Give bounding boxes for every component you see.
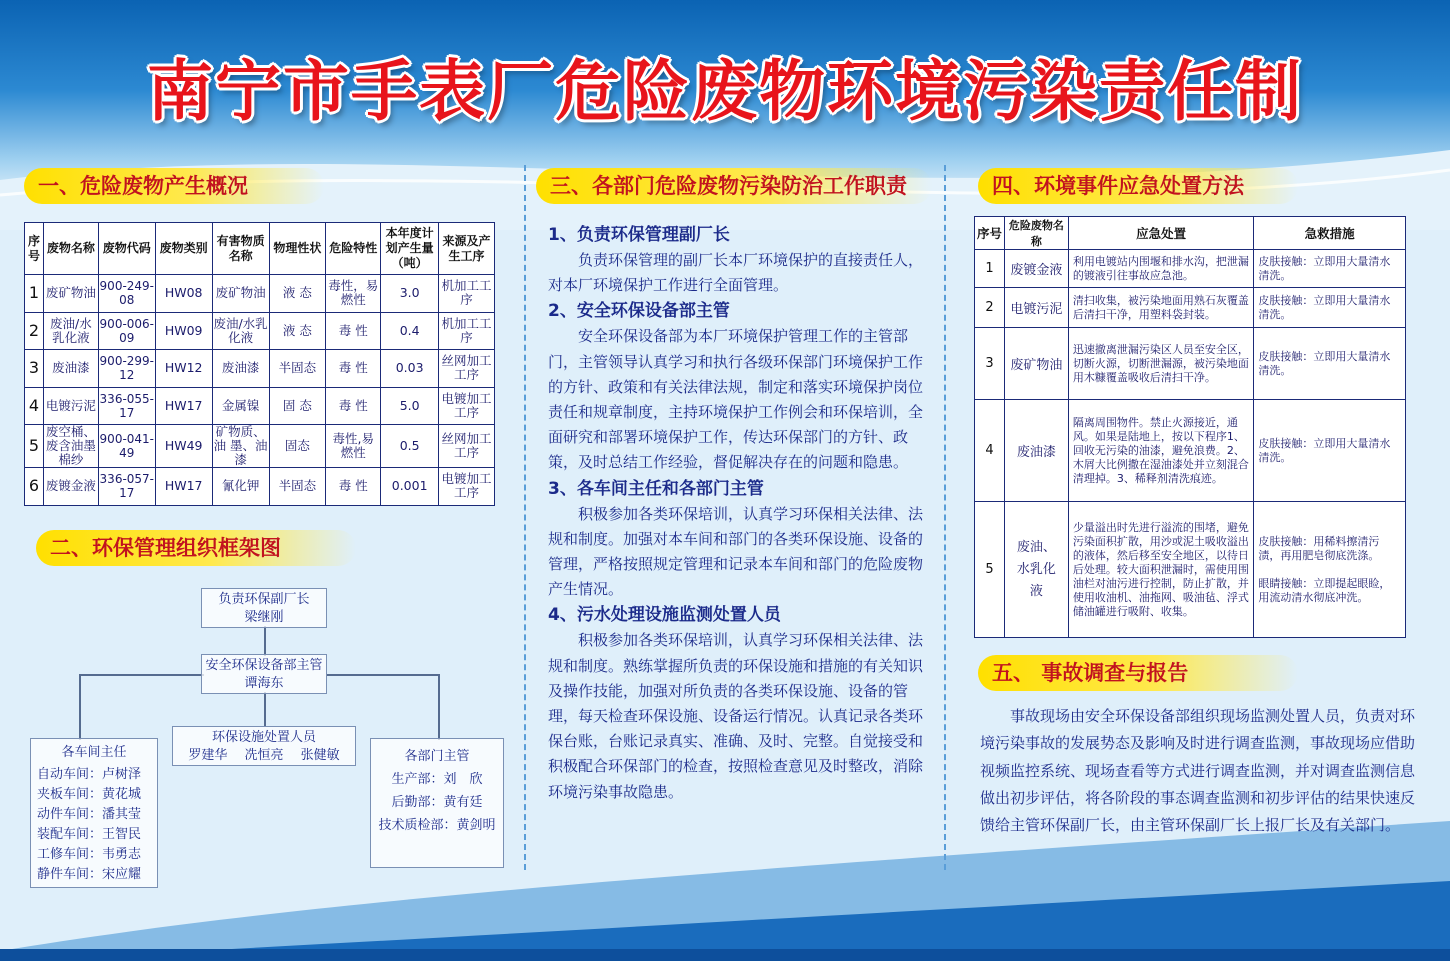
table-cell: 废空桶、废含油墨棉纱 (43, 425, 98, 468)
page-title: 南宁市手表厂危险废物环境污染责任制 (147, 53, 1303, 130)
waste-name: 废油漆 (1004, 400, 1068, 502)
table-cell: 900-299-12 (98, 350, 155, 388)
table-cell: 机加工工序 (439, 275, 495, 313)
duties-text (548, 222, 924, 805)
col-header: 废物名称 (43, 223, 98, 275)
emergency-procedure: 清扫收集，被污染地面用熟石灰覆盖后清扫干净，用塑料袋封装。 (1068, 288, 1254, 328)
table-cell: HW12 (155, 350, 212, 388)
row-number: 1 (25, 275, 44, 313)
duty-heading: 3、各车间主任和各部门主管 (548, 478, 764, 499)
table-cell: 半固态 (269, 468, 326, 506)
row-number: 3 (975, 328, 1005, 400)
waste-name: 废镀金液 (1004, 250, 1068, 288)
section-1-heading: 一、危险废物产生概况 (24, 168, 324, 204)
duty-paragraph: 负责环保管理的副厂长本厂环境保护的直接责任人，对本厂环境保护工作进行全面管理。 (548, 251, 924, 295)
table-cell: 0.4 (381, 312, 439, 350)
first-aid: 皮肤接触：立即用大量清水清洗。 (1254, 400, 1406, 502)
col-header: 废物类别 (155, 223, 212, 275)
table-cell: 毒 性 (326, 312, 381, 350)
duty-paragraph: 安全环保设备部为本厂环境保护管理工作的主管部门，主管领导认真学习和执行各级环保部门环境保护工作的方针、政策和有关法律法规，制定和落实环境保护岗位责任和规章制度，主持环境保护工作例会和环保培训，全面研究和部署环境保护工作，传达环保部门的方针、政策，及时总结工作经验，督促解决存在的问题和隐患。 (548, 327, 924, 472)
duty-paragraph: 积极参加各类环保培训，认真学习环保相关法律、法规和制度。熟练掌握所负责的环保设施和措施的有关知识及操作技能，加强对所负责的各类环保设施、设备的管理，每天检查环保设施、设备运行情况。认真记录各类环保台账，台账记录真实、准确、及时、完整。自觉接受和积极配合环保部门的检查，按照检查意见及时整改，消除环境污染事故隐患。 (548, 631, 924, 801)
org-node-title: 负责环保副厂长 (218, 592, 310, 607)
table-cell: 毒 性 (326, 468, 381, 506)
org-node-name: 梁继刚 (244, 610, 284, 625)
row-number: 1 (975, 250, 1005, 288)
table-cell: 金属镍 (212, 387, 269, 425)
org-member: 技术质检部：黄剑明 (378, 818, 496, 833)
col-header: 本年度计划产生量（吨） (381, 223, 439, 275)
org-node-title: 各车间主任 (61, 745, 127, 760)
col-header: 废物代码 (98, 223, 155, 275)
first-aid: 皮肤接触：立即用大量清水清洗。 (1254, 250, 1406, 288)
table-cell: HW09 (155, 312, 212, 350)
table-cell: 电镀加工工序 (439, 468, 495, 506)
section-5-heading: 五、 事故调查与报告 (978, 655, 1298, 691)
col-header: 序号 (25, 223, 44, 275)
waste-name: 废矿物油 (1004, 328, 1068, 400)
table-cell: HW49 (155, 425, 212, 468)
waste-table (24, 222, 495, 506)
row-number: 2 (25, 312, 44, 350)
duty-heading: 2、安全环保设备部主管 (548, 301, 730, 322)
row-number: 6 (25, 468, 44, 506)
table-cell: 0.03 (381, 350, 439, 388)
col-header: 危险特性 (326, 223, 381, 275)
table-cell: HW17 (155, 387, 212, 425)
accident-report-text: 事故现场由安全环保设备部组织现场监测处置人员，负责对环境污染事故的发展势态及影响及时进行调查监测，事故现场应借助视频监控系统、现场查看等方式进行调查监测，并对调查监测信息做出初步评估，将各阶段的事态调查监测和初步评估的结果快速反馈给主管环保副厂长，由主管环保副厂长上报厂长及有关部门。 (980, 707, 1416, 835)
table-cell: 液 态 (269, 275, 326, 313)
section-4-heading: 四、环境事件应急处置方法 (978, 168, 1298, 204)
emergency-procedure: 利用电镀站内围堰和排水沟，把泄漏的镀液引往事故应急池。 (1068, 250, 1254, 288)
table-cell: 废油漆 (212, 350, 269, 388)
first-aid-line: 皮肤接触：用稀料擦清污渍，再用肥皂彻底洗涤。 (1258, 534, 1380, 562)
waste-name: 废油、水乳化液 (1004, 502, 1068, 638)
table-row (25, 312, 495, 350)
table-row (25, 425, 495, 468)
table-row (975, 328, 1406, 400)
table-cell: 废油/水乳化液 (43, 312, 98, 350)
table-cell: 机加工工序 (439, 312, 495, 350)
table-cell: 毒性,易燃性 (326, 425, 381, 468)
table-cell: 900-249-08 (98, 275, 155, 313)
duty-heading: 1、负责环保管理副厂长 (548, 225, 730, 245)
row-number: 5 (975, 502, 1005, 638)
table-cell: 336-055-17 (98, 387, 155, 425)
table-cell: 废油/水乳化液 (212, 312, 269, 350)
table-row (25, 275, 495, 313)
col-header: 物理性状 (269, 223, 326, 275)
table-cell: 0.5 (381, 425, 439, 468)
table-cell: 毒 性 (326, 350, 381, 388)
row-number: 3 (25, 350, 44, 388)
table-cell: 电镀污泥 (43, 387, 98, 425)
table-cell: 3.0 (381, 275, 439, 313)
table-cell: 液 态 (269, 312, 326, 350)
org-member: 夹板车间：黄花城 (37, 787, 142, 802)
org-node-dept-heads (370, 738, 504, 868)
emergency-procedure: 少量溢出时先进行溢流的围堵，避免污染面积扩散，用沙或泥土吸收溢出的液体，然后移至安全地区，以待日后处理。较大面积泄漏时，需使用围油栏对油污进行控制，防止扩散，并使用收油机、油拖网、吸油毡、浮式储油罐进行吸附、收集。 (1068, 502, 1254, 638)
org-node-title: 安全环保设备部主管 (205, 658, 323, 673)
table-row (975, 400, 1406, 502)
table-cell: 固态 (269, 425, 326, 468)
column-divider (944, 165, 946, 870)
table-cell: 电镀加工工序 (439, 387, 495, 425)
org-member: 后勤部：黄有廷 (391, 795, 483, 810)
org-member: 自动车间：卢树泽 (37, 767, 142, 782)
table-row (25, 468, 495, 506)
table-cell: 900-006-09 (98, 312, 155, 350)
col-header: 危险废物名称 (1004, 217, 1068, 250)
table-cell: 336-057-17 (98, 468, 155, 506)
col-header: 序号 (975, 217, 1005, 250)
column-divider (524, 165, 526, 870)
org-member: 工修车间：韦勇志 (37, 847, 142, 862)
org-node-safety-dept (201, 654, 327, 694)
table-row (25, 350, 495, 388)
table-cell: 毒 性 (326, 387, 381, 425)
org-connector (438, 674, 440, 740)
col-header: 急救措施 (1254, 217, 1406, 250)
table-cell: 丝网加工工序 (439, 350, 495, 388)
org-node-title: 各部门主管 (404, 749, 470, 764)
org-member: 动件车间：潘其莹 (37, 807, 142, 822)
org-connector (264, 626, 266, 656)
col-header: 有害物质名称 (212, 223, 269, 275)
table-cell: 0.001 (381, 468, 439, 506)
table-cell: 毒性，易燃性 (326, 275, 381, 313)
org-connector (79, 674, 81, 740)
section-3-heading: 三、各部门危险废物污染防治工作职责 (536, 168, 932, 204)
table-cell: 丝网加工工序 (439, 425, 495, 468)
table-cell: 氰化钾 (212, 468, 269, 506)
table-cell: 矿物质、油 墨、油 漆 (213, 424, 268, 467)
table-cell: 固 态 (269, 387, 326, 425)
table-cell: 废矿物油 (212, 275, 269, 313)
duty-heading: 4、污水处理设施监测处置人员 (548, 605, 781, 626)
org-member: 静件车间：宋应耀 (37, 867, 142, 882)
org-member: 生产部：刘 欣 (391, 772, 483, 787)
table-cell: 5.0 (381, 387, 439, 425)
org-node-vice-director (201, 588, 327, 628)
table-cell: HW08 (155, 275, 212, 313)
section-2-heading: 二、环保管理组织框架图 (36, 530, 356, 566)
org-member: 装配车间：王智民 (37, 827, 142, 842)
first-aid: 皮肤接触：立即用大量清水清洗。 (1254, 328, 1406, 400)
table-row (25, 387, 495, 425)
org-connector (264, 692, 266, 726)
org-node-facility-staff (172, 726, 356, 766)
org-node-workshop-heads (30, 738, 158, 888)
table-cell: 废矿物油 (43, 275, 98, 313)
table-cell: 半固态 (269, 350, 326, 388)
row-number: 5 (25, 425, 44, 468)
first-aid (1254, 502, 1406, 638)
org-connector (79, 674, 204, 676)
org-node-name: 谭海东 (244, 676, 284, 691)
org-connector (326, 674, 440, 676)
row-number: 4 (25, 387, 44, 425)
table-row (975, 250, 1406, 288)
first-aid-line: 眼睛接触：立即提起眼睑，用流动清水彻底冲洗。 (1258, 576, 1391, 604)
table-row (975, 288, 1406, 328)
org-node-name: 罗建华 冼恒亮 张健敏 (188, 748, 340, 763)
table-cell: 900-041-49 (98, 425, 155, 468)
table-row (975, 502, 1406, 638)
first-aid: 皮肤接触：立即用大量清水清洗。 (1254, 288, 1406, 328)
col-header: 来源及产生工序 (439, 223, 495, 275)
row-number: 4 (975, 400, 1005, 502)
waste-name: 电镀污泥 (1004, 288, 1068, 328)
org-node-title: 环保设施处置人员 (211, 730, 316, 745)
table-cell: HW17 (155, 468, 212, 506)
emergency-procedure: 隔离周围物件。禁止火源接近，通风。如果是陆地上，按以下程序1、回收无污染的油漆，避免浪费。2、木屑大比例撒在湿油漆处并立刻混合清理掉。3、稀释剂清洗痕迹。 (1068, 400, 1254, 502)
row-number: 2 (975, 288, 1005, 328)
table-cell: 废油漆 (43, 350, 98, 388)
duty-paragraph: 积极参加各类环保培训，认真学习环保相关法律、法规和制度。加强对本车间和部门的各类环保设施、设备的管理，严格按照规定管理和记录本车间和部门的危险废物产生情况。 (548, 504, 924, 599)
emergency-procedure: 迅速撤离泄漏污染区人员至安全区，切断火源，切断泄漏源，被污染地面用木糠覆盖吸收后清扫干净。 (1068, 328, 1254, 400)
emergency-table (974, 216, 1406, 638)
table-cell: 废镀金液 (43, 468, 98, 506)
col-header: 应急处置 (1068, 217, 1254, 250)
